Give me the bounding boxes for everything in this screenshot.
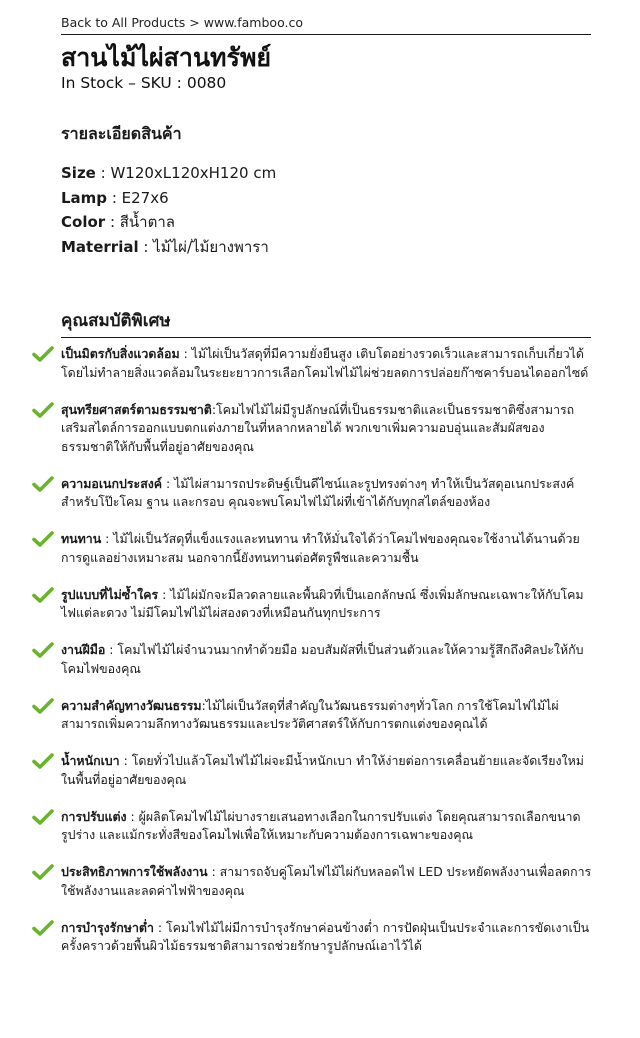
- features-heading: คุณสมบัติพิเศษ: [61, 309, 591, 338]
- feature-description: : สามารถจับคู่โคมไฟไม้ไผ่กับหลอดไฟ LED ประหยัดพลังงานเพื่อลดการใช้พลังงานและลดค่าไฟฟ้าของคุณ: [61, 864, 592, 898]
- feature-item: [32, 345, 592, 382]
- feature-item: [32, 863, 592, 900]
- check-icon: [32, 531, 54, 547]
- check-icon: [32, 809, 54, 825]
- feature-description: : โคมไฟไม้ไผ่มีการบำรุงรักษาค่อนข้างต่ำ การปัดฝุ่นเป็นประจำและการขัดเงาเป็นครั้งคราวด้วยพื้นผิวไม้ธรรมชาติสามารถช่วยรักษารูปลักษณ์เอาไว้ได้: [61, 919, 590, 953]
- check-icon: [32, 864, 54, 880]
- feature-text: [61, 697, 592, 734]
- feature-title: ความสำคัญทางวัฒนธรรม: [61, 697, 202, 713]
- feature-list: [32, 345, 592, 974]
- stock-status: In Stock – SKU : 0080: [61, 74, 227, 92]
- feature-text: [61, 863, 592, 900]
- spec-row-material: [61, 235, 591, 260]
- check-icon: [32, 753, 54, 769]
- breadcrumb: [61, 14, 591, 35]
- feature-text: [61, 530, 592, 567]
- check-icon: [32, 587, 54, 603]
- feature-text: [61, 401, 592, 457]
- feature-item: [32, 919, 592, 956]
- spec-key: Lamp: [61, 188, 108, 207]
- product-page: [61, 0, 591, 338]
- spec-row-size: [61, 161, 591, 186]
- feature-description: : โคมไฟไม้ไผ่จำนวนมากทำด้วยมือ มอบสัมผัสที่เป็นส่วนตัวและให้ความรู้สึกถึงศิลปะให้กับโคมไฟของคุณ: [61, 642, 584, 676]
- feature-title: งานฝีมือ: [61, 642, 106, 657]
- feature-title: สุนทรียศาสตร์ตามธรรมชาติ: [61, 401, 212, 417]
- feature-item: [32, 475, 592, 512]
- feature-item: [32, 586, 592, 623]
- feature-item: [32, 401, 592, 457]
- feature-title: ทนทาน: [61, 531, 102, 546]
- check-icon: [32, 920, 54, 936]
- feature-item: [32, 530, 592, 567]
- feature-title: การบำรุงรักษาต่ำ: [61, 919, 154, 935]
- feature-description: : ไม้ไผ่มักจะมีลวดลายและพื้นผิวที่เป็นเอกลักษณ์ ซึ่งเพิ่มลักษณะเฉพาะให้กับโคมไฟแต่ละดวง ไม่มีโคมไฟไม้ไผ่สองดวงที่เหมือนกันทุกประการ: [61, 586, 584, 620]
- feature-text: [61, 752, 592, 789]
- spec-row-lamp: [61, 186, 591, 211]
- site-link[interactable]: www.famboo.co: [203, 15, 303, 30]
- spec-value: : สีน้ำตาล: [105, 213, 175, 231]
- check-icon: [32, 346, 54, 362]
- breadcrumb-separator: >: [189, 15, 200, 30]
- spec-value: : ไม้ไผ่/ไม้ยางพารา: [138, 237, 269, 256]
- check-icon: [32, 476, 54, 492]
- feature-item: [32, 697, 592, 734]
- check-icon: [32, 642, 54, 658]
- product-title: สานไม้ไผ่สานทรัพย์: [61, 43, 272, 72]
- feature-description: : โดยทั่วไปแล้วโคมไฟไม้ไผ่จะมีน้ำหนักเบา ทำให้ง่ายต่อการเคลื่อนย้ายและจัดเรียงใหม่ในพื้นที่อยู่อาศัยของคุณ: [61, 753, 584, 787]
- check-icon: [32, 698, 54, 714]
- feature-item: [32, 641, 592, 678]
- feature-description: : ไม้ไผ่เป็นวัสดุที่มีความยั่งยืนสูง เติบโตอย่างรวดเร็วและสามารถเก็บเกี่ยวได้โดยไม่ทำลายสิ่งแวดล้อมในระยะยาวการเลือกโคมไฟไม้ไผ่ช่วยลดการปล่อยก๊าซคาร์บอนไดออกไซด์: [61, 346, 589, 380]
- spec-key: Size: [61, 164, 96, 182]
- feature-item: [32, 752, 592, 789]
- spec-key: Color: [61, 213, 106, 231]
- details-heading: รายละเอียดสินค้า: [61, 124, 182, 143]
- feature-text: [61, 475, 592, 512]
- feature-text: [61, 586, 592, 623]
- feature-title: รูปแบบที่ไม่ซ้ำใคร: [61, 586, 159, 602]
- feature-title: เป็นมิตรกับสิ่งแวดล้อม: [61, 346, 180, 361]
- feature-description: :โคมไฟไม้ไผ่มีรูปลักษณ์ที่เป็นธรรมชาติและเป็นธรรมชาติซึ่งสามารถเสริมสไตล์การออกแบบตกแต่งภายในที่หลากหลายได้ พวกเขาเพิ่มความอบอุ่นและสัมผัสของธรรมชาติให้กับพื้นที่อยู่อาศัยของคุณ: [61, 401, 575, 454]
- feature-title: ความอเนกประสงค์: [61, 475, 163, 491]
- feature-description: :ไม้ไผ่เป็นวัสดุที่สำคัญในวัฒนธรรมต่างๆทั่วโลก การใช้โคมไฟไม้ไผ่สามารถเพิ่มความลึกทางวัฒนธรรมและประวัติศาสตร์ให้กับการตกแต่งของคุณได้: [61, 697, 559, 731]
- feature-description: : ไม้ไผ่สามารถประดิษฐ์เป็นดีไซน์และรูปทรงต่างๆ ทำให้เป็นวัสดุอเนกประสงค์สำหรับโป๊ะโคม ฐาน และกรอบ คุณจะพบโคมไฟไม้ไผ่ที่เข้าได้กับทุกสไตล์ของห้อง: [61, 475, 575, 509]
- back-to-products-link[interactable]: Back to All Products: [61, 15, 186, 30]
- feature-item: [32, 808, 592, 845]
- spec-row-color: [61, 210, 591, 235]
- spec-value: : W120xL120xH120 cm: [95, 164, 277, 182]
- spec-value: : E27x6: [107, 188, 169, 207]
- spec-key: Materrial: [61, 237, 139, 256]
- feature-title: การปรับแต่ง: [61, 808, 127, 824]
- spec-list: [61, 161, 591, 259]
- feature-title: ประสิทธิภาพการใช้พลังงาน: [61, 864, 208, 879]
- feature-description: : ไม้ไผ่เป็นวัสดุที่แข็งแรงและทนทาน ทำให้มั่นใจได้ว่าโคมไฟของคุณจะใช้งานได้นานด้วยการดูแลอย่างเหมาะสม นอกจากนี้ยังทนทานต่อศัตรูพืชและความชื้น: [61, 531, 580, 565]
- feature-title: น้ำหนักเบา: [61, 753, 120, 768]
- feature-text: [61, 345, 592, 382]
- feature-text: [61, 641, 592, 678]
- feature-description: : ผู้ผลิตโคมไฟไม้ไผ่บางรายเสนอทางเลือกในการปรับแต่ง โดยคุณสามารถเลือกขนาด รูปร่าง และแม้กระทั่งสีของโคมไฟเพื่อให้เหมาะกับความต้องการเฉพาะของคุณ: [61, 808, 581, 842]
- check-icon: [32, 402, 54, 418]
- feature-text: [61, 808, 592, 845]
- feature-text: [61, 919, 592, 956]
